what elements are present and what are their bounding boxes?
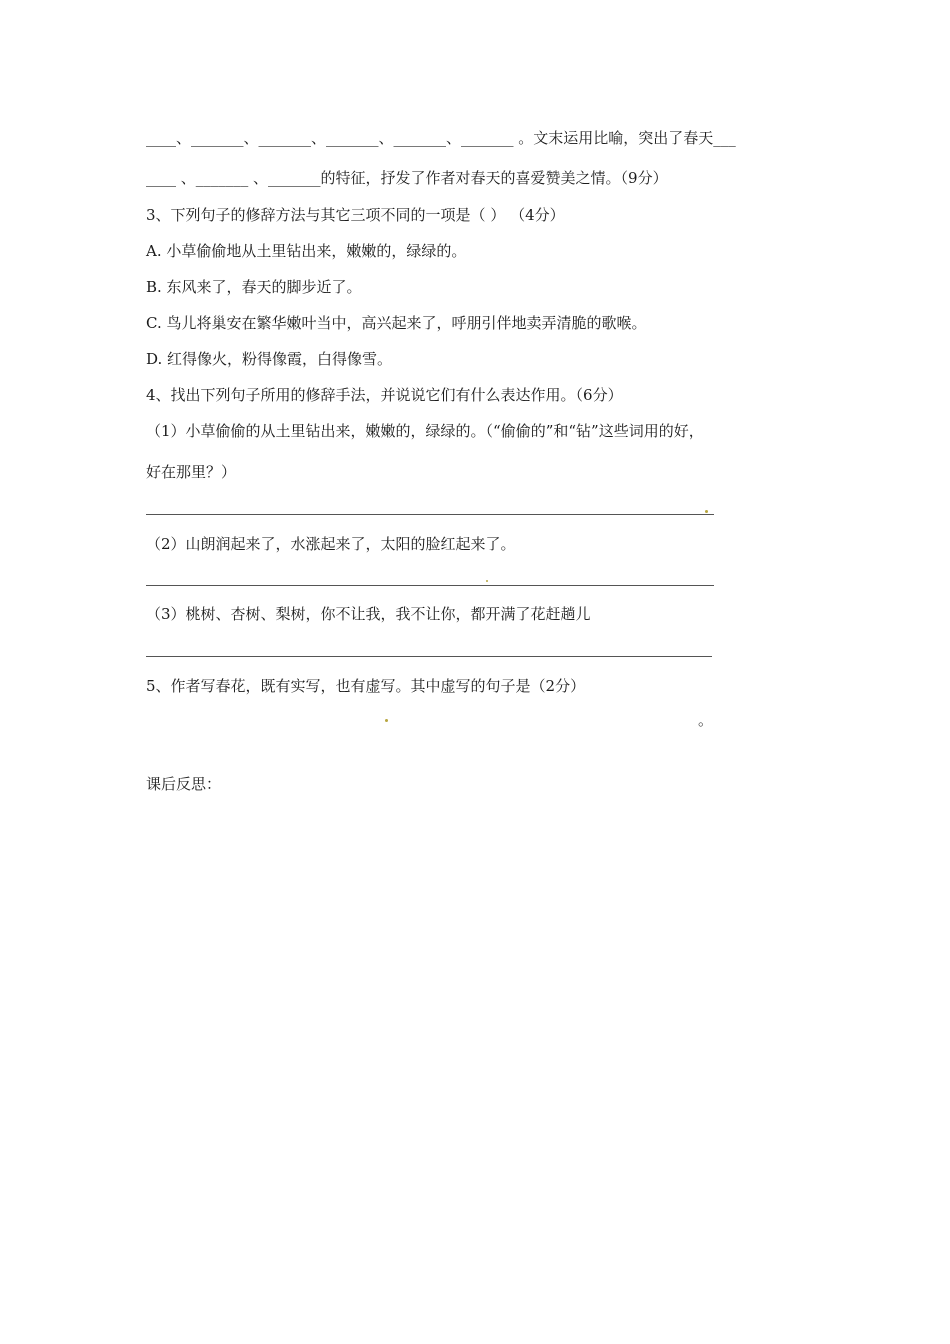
question-4-1-line-2: 好在那里？）	[146, 463, 237, 481]
question-3-option-c: C. 鸟儿将巢安在繁华嫩叶当中，高兴起来了，呼朋引伴地卖弄清脆的歌喉。	[146, 314, 647, 332]
question-4: 4、找出下列句子所用的修辞手法，并说说它们有什么表达作用。（6分）	[146, 386, 623, 404]
question-3-option-d: D. 红得像火，粉得像霞，白得像雪。	[146, 350, 393, 368]
question-3-option-b: B. 东风来了，春天的脚步近了。	[146, 278, 362, 296]
scan-dot	[705, 510, 708, 513]
question-5-end-mark: 。	[698, 711, 714, 729]
question-5: 5、作者写春花，既有实写，也有虚写。其中虚写的句子是（2分）	[146, 677, 586, 695]
text-line-blanks-2: ____ 、_______ 、_______的特征，抒发了作者对春天的喜爱赞美之情。（9分）	[146, 169, 668, 187]
question-3: 3、下列句子的修辞方法与其它三项不同的一项是（ ） （4分）	[146, 206, 565, 224]
answer-line-4-1	[146, 514, 714, 515]
question-3-option-a: A. 小草偷偷地从土里钻出来，嫩嫩的，绿绿的。	[146, 242, 467, 260]
question-4-1-line-1: （1）小草偷偷的从土里钻出来，嫩嫩的，绿绿的。（“偷偷的”和“钻”这些词用的好，	[146, 422, 704, 440]
text-line-blanks-1: ____、_______、_______、_______、_______、_______ 。文末运用比喻，突出了春天___	[146, 129, 736, 147]
reflection-heading: 课后反思：	[146, 775, 222, 793]
answer-line-4-3	[146, 656, 712, 657]
scan-dot	[385, 719, 388, 722]
scan-dot	[486, 580, 488, 582]
question-4-2: （2）山朗润起来了，水涨起来了，太阳的脸红起来了。	[146, 535, 516, 553]
answer-line-4-2	[146, 585, 714, 586]
question-4-3: （3）桃树、杏树、梨树，你不让我，我不让你，都开满了花赶趟儿	[146, 605, 591, 623]
